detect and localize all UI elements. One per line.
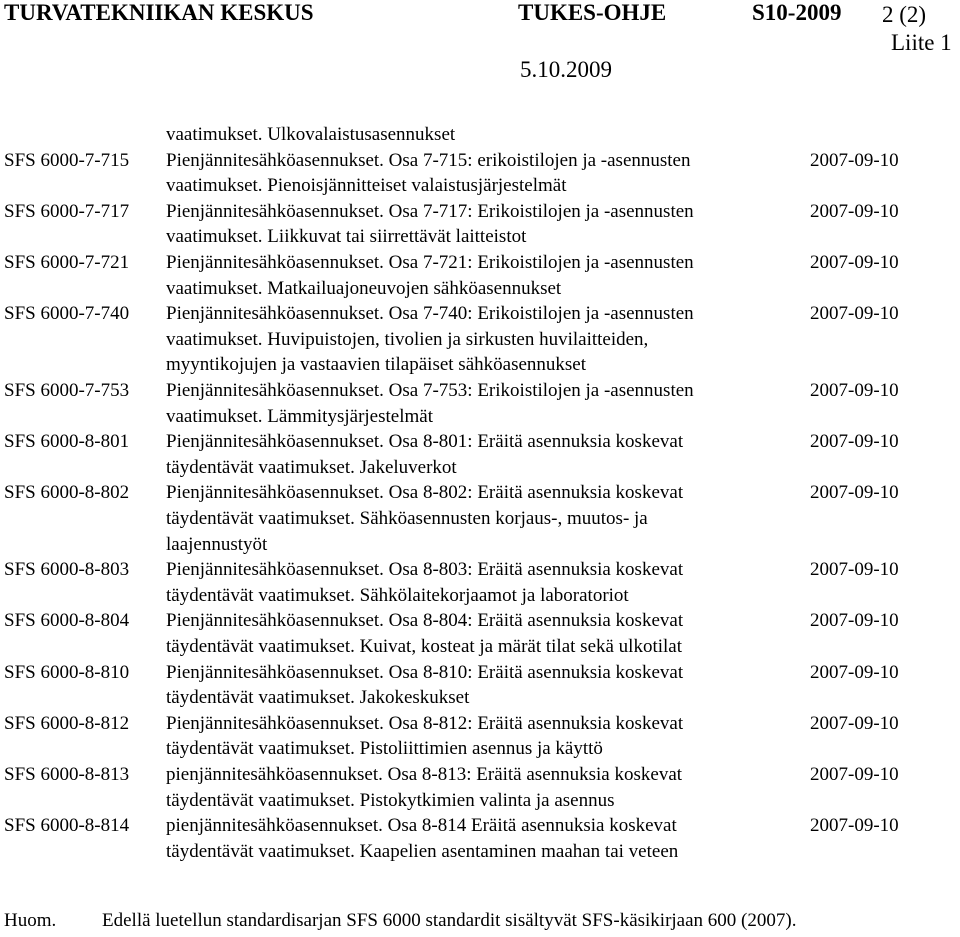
standard-code: SFS 6000-8-814 bbox=[4, 815, 130, 837]
standard-description-line: laajennustyöt bbox=[166, 533, 268, 555]
standard-description-line: vaatimukset. Ulkovalaistusasennukset bbox=[166, 124, 456, 145]
standard-description-line: vaatimukset. Lämmitysjärjestelmät bbox=[166, 405, 433, 427]
standard-description-line: Pienjännitesähköasennukset. Osa 8-802: Eräitä asennuksia koskevat bbox=[166, 482, 684, 504]
standard-description-line: täydentävät vaatimukset. Kuivat, kosteat ja märät tilat sekä ulkotilat bbox=[166, 636, 683, 657]
standard-description-line: täydentävät vaatimukset. Sähkölaitekorjaamot ja laboratoriot bbox=[166, 584, 629, 606]
standard-date: 2007-09-10 bbox=[810, 431, 899, 453]
standard-date: 2007-09-10 bbox=[810, 661, 899, 683]
standard-date: 2007-09-10 bbox=[810, 380, 899, 401]
standard-description-line: Pienjännitesähköasennukset. Osa 7-717: Erikoistilojen ja -asennusten bbox=[166, 200, 694, 222]
standard-description-line: Pienjännitesähköasennukset. Osa 8-804: Eräitä asennuksia koskevat bbox=[166, 610, 684, 632]
standard-code: SFS 6000-8-804 bbox=[4, 610, 130, 632]
standard-code: SFS 6000-8-801 bbox=[4, 431, 130, 453]
standard-description-line: Pienjännitesähköasennukset. Osa 7-721: Erikoistilojen ja -asennusten bbox=[166, 252, 694, 273]
standard-code: SFS 6000-7-715 bbox=[4, 149, 130, 171]
standard-date: 2007-09-10 bbox=[810, 712, 899, 734]
standard-code: SFS 6000-8-812 bbox=[4, 712, 130, 734]
footer-text: Edellä luetellun standardisarjan SFS 6000 standardit sisältyvät SFS-käsikirjaan 600 (2007). bbox=[102, 910, 797, 931]
standard-date: 2007-09-10 bbox=[810, 252, 899, 273]
standard-description-line: vaatimukset. Huvipuistojen, tivolien ja sirkusten huvilaitteiden, bbox=[166, 328, 649, 350]
standard-date: 2007-09-10 bbox=[810, 559, 899, 581]
standard-code: SFS 6000-8-813 bbox=[4, 764, 130, 785]
standard-code: SFS 6000-7-753 bbox=[4, 380, 130, 401]
standard-description-line: täydentävät vaatimukset. Jakokeskukset bbox=[166, 687, 470, 709]
standard-description-line: Pienjännitesähköasennukset. Osa 8-803: Eräitä asennuksia koskevat bbox=[166, 559, 684, 581]
standard-description-line: Pienjännitesähköasennukset. Osa 7-740: Erikoistilojen ja -asennusten bbox=[166, 303, 694, 325]
footer-label: Huom. bbox=[4, 910, 57, 931]
standard-description-line: vaatimukset. Matkailuajoneuvojen sähköasennukset bbox=[166, 277, 562, 299]
standard-description-line: täydentävät vaatimukset. Sähköasennusten korjaus-, muutos- ja bbox=[166, 508, 648, 529]
standard-date: 2007-09-10 bbox=[810, 303, 899, 325]
standard-description-line: täydentävät vaatimukset. Pistoliittimien asennus ja käyttö bbox=[166, 738, 603, 760]
standard-description-line: täydentävät vaatimukset. Jakeluverkot bbox=[166, 456, 457, 478]
standard-description-line: vaatimukset. Pienoisjännitteiset valaistusjärjestelmät bbox=[166, 175, 567, 197]
standard-date: 2007-09-10 bbox=[810, 200, 899, 222]
document-date: 5.10.2009 bbox=[520, 57, 612, 82]
standard-description-line: vaatimukset. Liikkuvat tai siirrettävät laitteistot bbox=[166, 226, 527, 248]
standard-description-line: Pienjännitesähköasennukset. Osa 7-715: erikoistilojen ja -asennusten bbox=[166, 149, 691, 171]
document-type: TUKES-OHJE bbox=[518, 0, 667, 25]
standard-date: 2007-09-10 bbox=[810, 149, 899, 171]
standard-code: SFS 6000-8-810 bbox=[4, 661, 130, 683]
standard-code: SFS 6000-7-740 bbox=[4, 303, 130, 325]
appendix-label: Liite 1 bbox=[891, 30, 952, 55]
standard-description-line: Pienjännitesähköasennukset. Osa 8-810: Eräitä asennuksia koskevat bbox=[166, 661, 684, 683]
standard-description-line: Pienjännitesähköasennukset. Osa 7-753: Erikoistilojen ja -asennusten bbox=[166, 380, 694, 401]
standard-description-line: pienjännitesähköasennukset. Osa 8-814 Eräitä asennuksia koskevat bbox=[166, 815, 677, 837]
document-code: S10-2009 bbox=[752, 0, 842, 25]
standard-date: 2007-09-10 bbox=[810, 610, 899, 632]
standard-description-line: täydentävät vaatimukset. Kaapelien asentaminen maahan tai veteen bbox=[166, 840, 679, 862]
standard-description-line: pienjännitesähköasennukset. Osa 8-813: Eräitä asennuksia koskevat bbox=[166, 764, 683, 785]
standard-code: SFS 6000-8-802 bbox=[4, 482, 130, 504]
standard-description-line: Pienjännitesähköasennukset. Osa 8-812: Eräitä asennuksia koskevat bbox=[166, 712, 684, 734]
standard-date: 2007-09-10 bbox=[810, 482, 899, 504]
standard-date: 2007-09-10 bbox=[810, 764, 899, 785]
standard-code: SFS 6000-7-717 bbox=[4, 200, 130, 222]
standard-date: 2007-09-10 bbox=[810, 815, 899, 837]
standard-description-line: myyntikojujen ja vastaavien tilapäiset sähköasennukset bbox=[166, 354, 587, 376]
standard-description-line: täydentävät vaatimukset. Pistokytkimien valinta ja asennus bbox=[166, 789, 615, 811]
standard-description-line: Pienjännitesähköasennukset. Osa 8-801: Eräitä asennuksia koskevat bbox=[166, 431, 684, 453]
organization-name: TURVATEKNIIKAN KESKUS bbox=[4, 0, 314, 25]
standard-code: SFS 6000-8-803 bbox=[4, 559, 130, 581]
page-number: 2 (2) bbox=[882, 2, 927, 27]
standard-code: SFS 6000-7-721 bbox=[4, 252, 130, 273]
